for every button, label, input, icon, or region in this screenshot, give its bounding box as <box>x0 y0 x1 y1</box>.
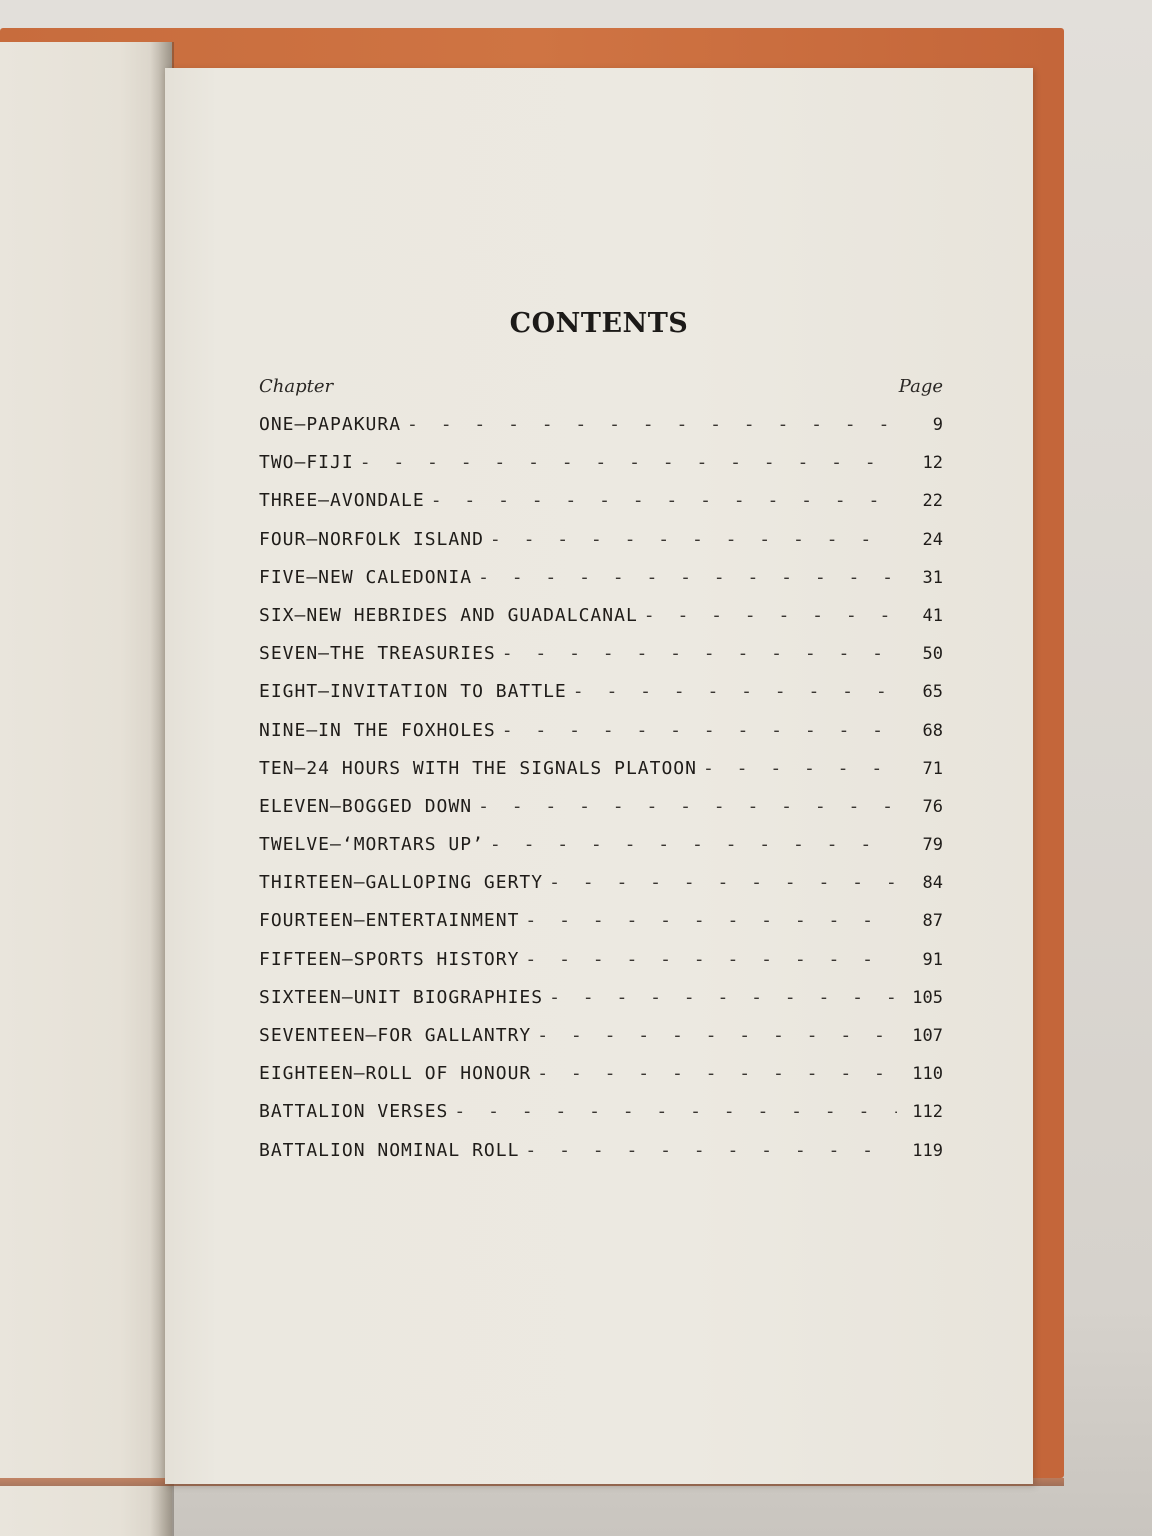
toc-entry <box>259 872 943 910</box>
toc-entry <box>259 910 943 948</box>
toc-entry <box>259 681 943 719</box>
toc-entry <box>259 834 943 872</box>
toc-entry-page: 76 <box>922 796 943 817</box>
toc-entry <box>259 490 943 528</box>
toc-entry-title: SIXTEEN—UNIT BIOGRAPHIES <box>259 986 544 1008</box>
toc-leader-dashes <box>573 681 897 702</box>
toc-entry-title: THIRTEEN—GALLOPING GERTY <box>259 872 544 894</box>
toc-entry <box>259 949 943 987</box>
toc-leader-dashes <box>549 872 897 893</box>
toc-entry-page: 91 <box>922 949 943 970</box>
toc-entry-page: 31 <box>922 567 943 588</box>
toc-entry-page: 41 <box>922 605 943 626</box>
toc-entry-title: BATTALION VERSES <box>259 1101 449 1123</box>
toc-entry-page: 12 <box>922 453 943 474</box>
toc-leader-dashes <box>431 490 897 511</box>
toc-entry-page: 84 <box>922 873 943 894</box>
toc-entry-title: FIVE—NEW CALEDONIA <box>259 566 473 588</box>
facing-page <box>0 42 172 1536</box>
toc-entry <box>259 720 943 758</box>
toc-entry-page: 87 <box>922 911 943 932</box>
toc-leader-dashes <box>478 796 897 817</box>
toc-entry-page: 24 <box>922 529 943 550</box>
toc-leader-dashes <box>644 605 897 626</box>
contents-page <box>165 68 1033 1484</box>
toc-entry <box>259 414 943 452</box>
toc-entry-page: 107 <box>912 1026 943 1046</box>
toc-entry-title: FIFTEEN—SPORTS HISTORY <box>259 948 520 970</box>
toc-entry-page: 50 <box>922 644 943 665</box>
toc-entry-title: BATTALION NOMINAL ROLL <box>259 1139 520 1161</box>
toc-entry-page: 119 <box>912 1140 943 1161</box>
contents-list <box>259 414 943 1178</box>
chapter-column-header: Chapter <box>259 376 334 397</box>
toc-entry-page: 110 <box>912 1064 943 1085</box>
toc-entry-title: ELEVEN—BOGGED DOWN <box>259 795 473 817</box>
toc-leader-dashes <box>525 1140 897 1161</box>
toc-entry <box>259 643 943 681</box>
toc-entry <box>259 1101 943 1139</box>
toc-leader-dashes <box>490 834 897 855</box>
toc-entry-title: THREE—AVONDALE <box>259 490 425 512</box>
toc-entry-title: NINE—IN THE FOXHOLES <box>259 719 496 741</box>
toc-leader-dashes <box>537 1025 897 1046</box>
toc-entry-title: ONE—PAPAKURA <box>259 414 402 435</box>
toc-entry-title: FOURTEEN—ENTERTAINMENT <box>259 910 520 932</box>
toc-leader-dashes <box>549 987 897 1008</box>
toc-entry-title: SIX—NEW HEBRIDES AND GUADALCANAL <box>259 604 638 626</box>
toc-leader-dashes <box>537 1063 897 1084</box>
toc-entry-title: TWELVE—‘MORTARS UP’ <box>259 834 484 856</box>
toc-entry <box>259 529 943 567</box>
toc-entry-title: TEN—24 HOURS WITH THE SIGNALS PLATOON <box>259 757 697 779</box>
toc-entry-title: SEVEN—THE TREASURIES <box>259 643 496 665</box>
toc-leader-dashes <box>703 758 897 779</box>
toc-entry-title: EIGHTEEN—ROLL OF HONOUR <box>259 1063 532 1085</box>
toc-leader-dashes <box>502 643 897 664</box>
toc-leader-dashes <box>502 720 897 741</box>
toc-entry <box>259 605 943 643</box>
toc-entry <box>259 452 943 490</box>
toc-leader-dashes <box>360 452 897 473</box>
toc-entry-title: FOUR—NORFOLK ISLAND <box>259 528 484 550</box>
toc-leader-dashes <box>478 567 897 588</box>
toc-entry-title: SEVENTEEN—FOR GALLANTRY <box>259 1025 532 1046</box>
toc-leader-dashes <box>407 414 897 435</box>
toc-leader-dashes <box>454 1101 897 1122</box>
toc-entry <box>259 567 943 605</box>
toc-entry <box>259 1025 943 1063</box>
toc-leader-dashes <box>525 949 897 970</box>
toc-entry-page: 65 <box>922 682 943 703</box>
toc-leader-dashes <box>490 529 897 550</box>
toc-entry-page: 105 <box>912 987 943 1008</box>
toc-entry <box>259 758 943 796</box>
toc-entry-page: 79 <box>922 835 943 856</box>
toc-entry-page: 112 <box>912 1102 943 1123</box>
toc-leader-dashes <box>525 910 897 931</box>
toc-entry-page: 68 <box>922 720 943 741</box>
toc-entry-page: 9 <box>932 415 943 435</box>
toc-entry <box>259 1063 943 1101</box>
toc-entry <box>259 796 943 834</box>
toc-entry-title: EIGHT—INVITATION TO BATTLE <box>259 681 567 703</box>
page-column-header: Page <box>898 376 943 397</box>
page-title: CONTENTS <box>509 308 689 339</box>
toc-entry-title: TWO—FIJI <box>259 452 354 474</box>
toc-entry <box>259 987 943 1025</box>
toc-entry-page: 71 <box>922 758 943 779</box>
toc-entry <box>259 1140 943 1178</box>
toc-entry-page: 22 <box>922 491 943 512</box>
